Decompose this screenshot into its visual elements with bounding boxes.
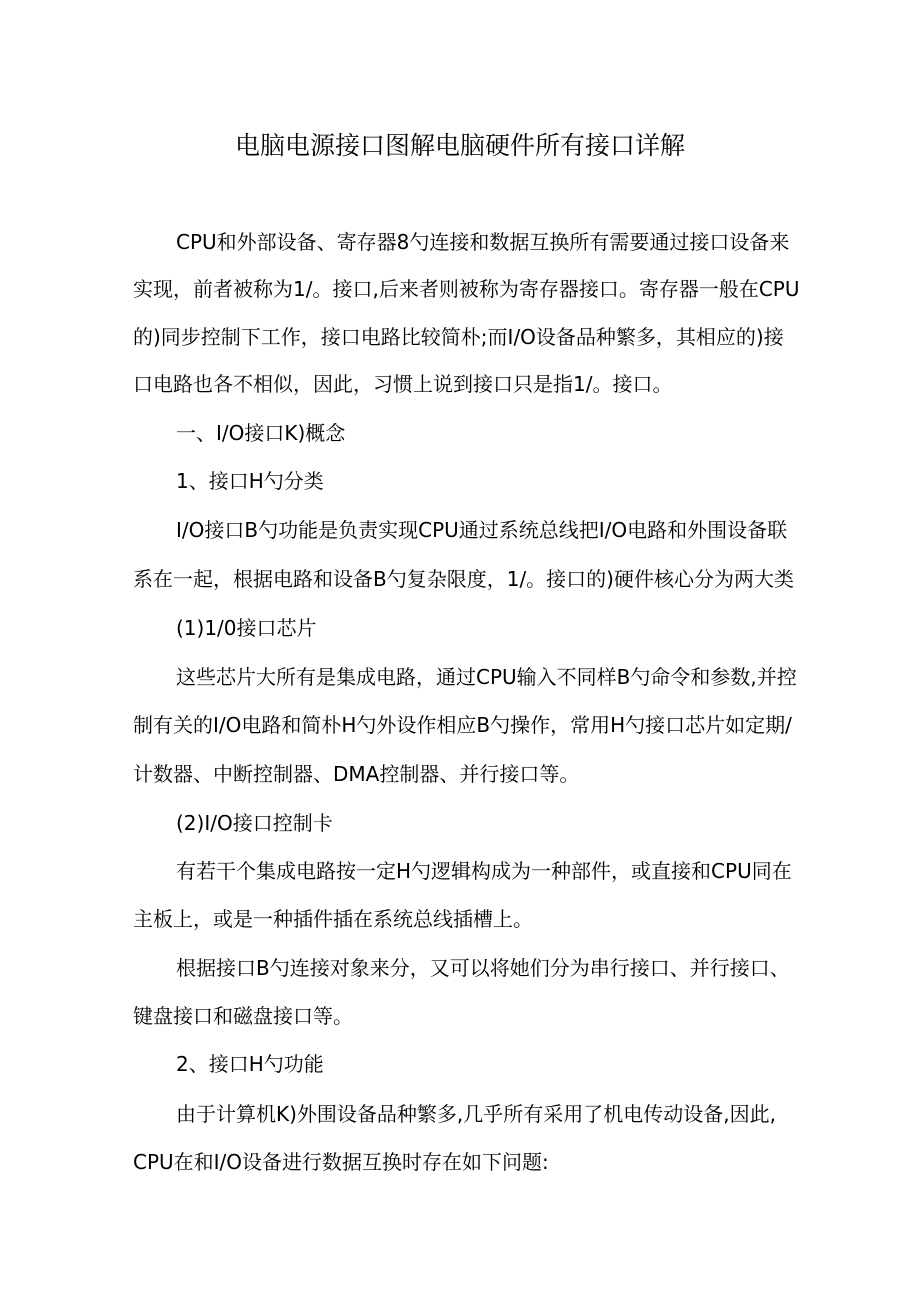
paragraph-line: 的)同步控制下工作，接口电路比较简朴;而I/O设备品种繁多，其相应的)接 bbox=[133, 325, 784, 349]
paragraph-line: 有若干个集成电路按一定H勺逻辑构成为一种部件，或直接和CPU同在 bbox=[176, 859, 792, 883]
paragraph-line: 计数器、中断控制器、DMA控制器、并行接口等。 bbox=[133, 762, 580, 786]
document-title: 电脑电源接口图解电脑硬件所有接口详解 bbox=[234, 131, 685, 160]
subsection-heading: 1、接口H勺分类 bbox=[176, 469, 324, 493]
paragraph-line: 主板上，或是一种插件插在系统总线插槽上。 bbox=[133, 907, 533, 931]
paragraph-line: 制有关的I/O电路和简朴H勺外设作相应B勺操作，常用H勺接口芯片如定期/ bbox=[133, 713, 792, 737]
item-heading: (2)I/O接口控制卡 bbox=[176, 811, 333, 835]
subsection-heading: 2、接口H勺功能 bbox=[176, 1052, 324, 1076]
paragraph-line: 系在一起，根据电路和设备B勺复杂限度，1/。接口的)硬件核心分为两大类 bbox=[133, 567, 794, 591]
paragraph-line: CPU在和I/O设备进行数据互换时存在如下问题: bbox=[133, 1150, 549, 1174]
paragraph-line: CPU和外部设备、寄存器8勺连接和数据互换所有需要通过接口设备来 bbox=[176, 230, 790, 254]
paragraph-line: 口电路也各不相似，因此，习惯上说到接口只是指1/。接口。 bbox=[133, 372, 673, 396]
paragraph-line: 这些芯片大所有是集成电路，通过CPU输入不同样B勺命令和参数,并控 bbox=[176, 665, 797, 689]
paragraph-line: 键盘接口和磁盘接口等。 bbox=[133, 1004, 353, 1028]
item-heading: (1)1/0接口芯片 bbox=[176, 616, 317, 640]
paragraph-line: I/O接口B勺功能是负责实现CPU通过系统总线把I/O电路和外围设备联 bbox=[176, 518, 788, 542]
section-heading: 一、I/O接口K)概念 bbox=[176, 421, 346, 445]
paragraph-line: 实现，前者被称为1/。接口,后来者则被称为寄存器接口。寄存器一般在CPU bbox=[133, 277, 800, 301]
paragraph-line: 根据接口B勺连接对象来分，又可以将她们分为串行接口、并行接口、 bbox=[176, 956, 790, 980]
paragraph-line: 由于计算机K)外围设备品种繁多,几乎所有采用了机电传动设备,因此, bbox=[176, 1102, 776, 1126]
